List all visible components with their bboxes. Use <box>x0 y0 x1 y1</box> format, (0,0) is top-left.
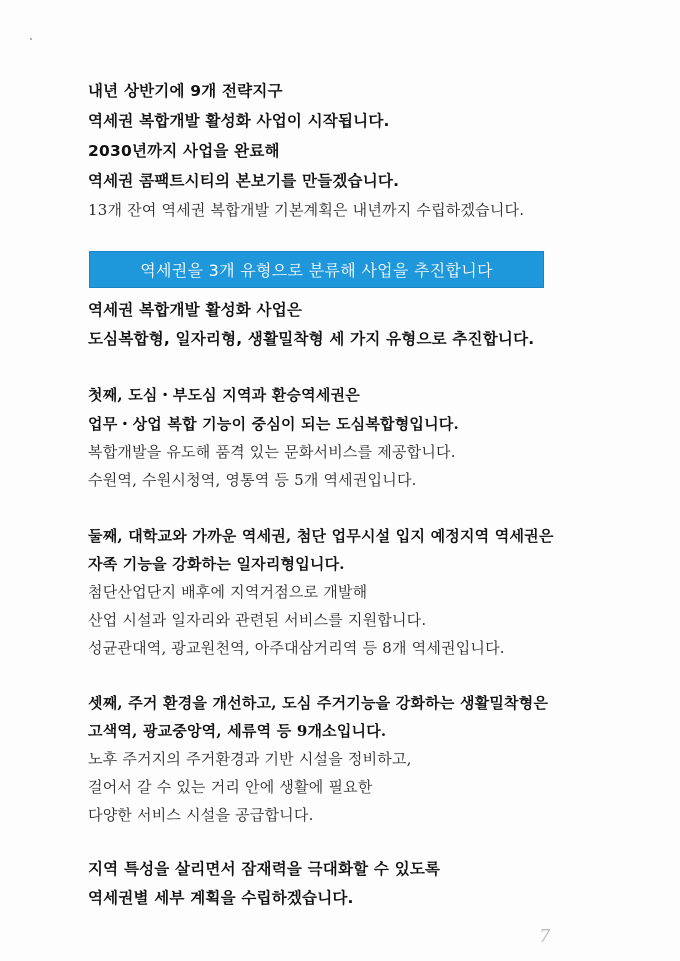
third-type-line-2: 고색역, 광교중앙역, 세류역 등 9개소입니다. <box>88 722 387 740</box>
second-type-line-3: 첨단산업단지 배후에 지역거점으로 개발해 <box>88 583 368 601</box>
page-number: 7 <box>539 926 551 947</box>
overview-line-1: 역세권 복합개발 활성화 사업은 <box>88 301 303 319</box>
third-type-line-4: 걸어서 갈 수 있는 거리 안에 생활에 필요한 <box>88 778 373 796</box>
closing-line-1: 지역 특성을 살리면서 잠재력을 극대화할 수 있도록 <box>88 860 441 878</box>
first-type-line-3: 복합개발을 유도해 품격 있는 문화서비스를 제공합니다. <box>88 443 456 461</box>
third-type-line-1: 셋째, 주거 환경을 개선하고, 도심 주거기능을 강화하는 생활밀착형은 <box>88 694 549 712</box>
intro-line-1: 내년 상반기에 9개 전략지구 <box>88 82 283 100</box>
third-type-line-3: 노후 주거지의 주거환경과 기반 시설을 정비하고, <box>88 750 412 768</box>
overview-line-2: 도심복합형, 일자리형, 생활밀착형 세 가지 유형으로 추진합니다. <box>88 330 535 348</box>
second-type-line-4: 산업 시설과 일자리와 관련된 서비스를 지원합니다. <box>88 611 427 629</box>
intro-line-2: 역세권 복합개발 활성화 사업이 시작됩니다. <box>88 112 390 130</box>
first-type-line-1: 첫째, 도심・부도심 지역과 환승역세권은 <box>88 386 360 404</box>
first-type-line-4: 수원역, 수원시청역, 영통역 등 5개 역세권입니다. <box>88 471 417 489</box>
section-banner <box>89 251 544 288</box>
intro-line-5: 13개 잔여 역세권 복합개발 기본계획은 내년까지 수립하겠습니다. <box>88 201 525 219</box>
intro-line-4: 역세권 콤팩트시티의 본보기를 만들겠습니다. <box>88 172 400 190</box>
scan-speck <box>30 38 32 40</box>
second-type-line-1: 둘째, 대학교와 가까운 역세권, 첨단 업무시설 입지 예정지역 역세권은 <box>88 527 554 545</box>
second-type-line-2: 자족 기능을 강화하는 일자리형입니다. <box>88 555 345 573</box>
third-type-line-5: 다양한 서비스 시설을 공급합니다. <box>88 806 314 824</box>
first-type-line-2: 업무・상업 복합 기능이 중심이 되는 도심복합형입니다. <box>88 415 459 433</box>
second-type-line-5: 성균관대역, 광교원천역, 아주대삼거리역 등 8개 역세권입니다. <box>88 639 505 657</box>
intro-line-3: 2030년까지 사업을 완료해 <box>88 142 280 160</box>
closing-line-2: 역세권별 세부 계획을 수립하겠습니다. <box>88 889 354 907</box>
section-banner-title: 역세권을 3개 유형으로 분류해 사업을 추진합니다 <box>140 261 493 280</box>
